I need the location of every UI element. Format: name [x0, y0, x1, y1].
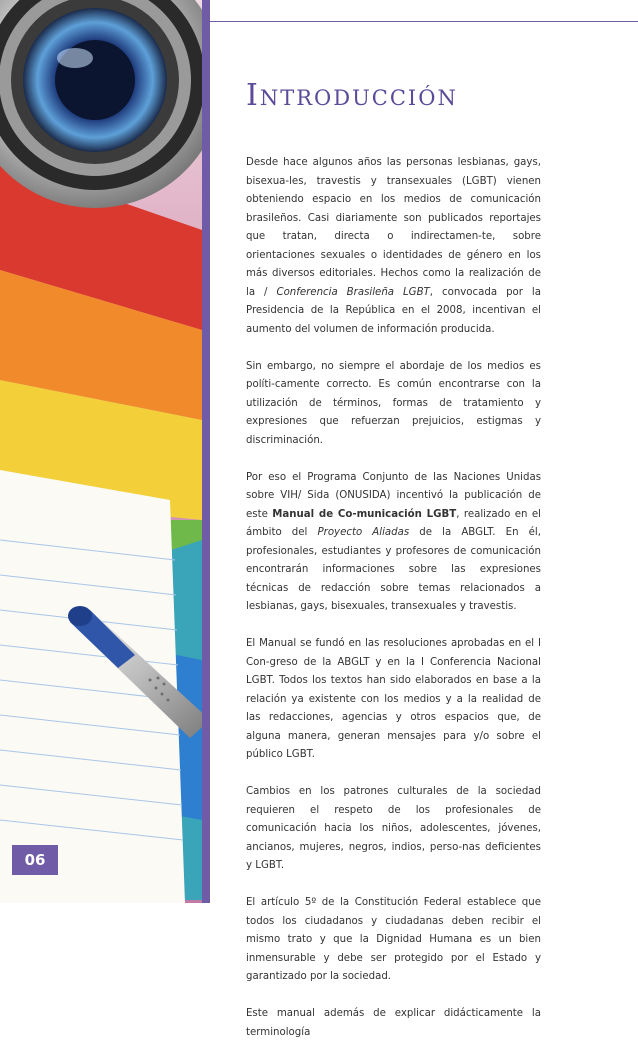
italic-text: Proyecto Aliadas	[317, 527, 410, 538]
paragraph-text: Este manual además de explicar didácticamente la terminología	[246, 1008, 541, 1038]
paragraph	[246, 1005, 541, 1042]
paragraph	[246, 469, 541, 617]
paragraph	[246, 154, 541, 339]
bold-text: Manual de Co-municación LGBT	[272, 508, 457, 520]
paragraph-text: , realizado en el ámbito del	[246, 508, 542, 538]
paragraph-text: , convocada por la Presidencia de la República en el 2008, incentivan el aumento del volumen de información producida.	[246, 286, 541, 335]
paragraph-text: Por eso el Programa Conjunto de las Naciones Unidas sobre VIH/ Sida (ONUSIDA) incentivó la publicación de este	[246, 471, 541, 520]
paragraph-text: El Manual se fundó en las resoluciones aprobadas en el I Con-greso de la ABGLT y en la I Conferencia Nacional LGBT. Todos los textos han sido elaborados en base a la relación ya existente con los medios y a la realidad de las redacciones, agencias y otros espacios que, de alguna manera, generan mensajes para y/o sobre el público LGBT.	[246, 638, 541, 760]
body-text	[246, 154, 541, 1061]
paragraph-text: de la ABGLT. En él, profesionales, estudiantes y profesores de comunicación encontrarán informaciones sobre las expresiones técnicas de redacción sobre temas relacionados a lesbianas, gays, bisexuales, transexuales y travestis.	[246, 527, 541, 612]
page-number-badge: 06	[12, 845, 58, 875]
camera-lens-notepad-pen-icon	[0, 0, 202, 903]
accent-stripe	[202, 0, 210, 903]
cover-photo	[0, 0, 202, 903]
paragraph	[246, 783, 541, 876]
paragraph-text: Sin embargo, no siempre el abordaje de los medios es políti-camente correcto. Es común encontrarse con la utilización de términos, formas de tratamiento y expresiones que refuerzan prejuicios, estigmas y discriminación.	[246, 360, 541, 446]
paragraph-text: Cambios en los patrones culturales de la sociedad requieren el respeto de los profesionales de comunicación hacia los niños, adolescentes, jóvenes, ancianos, mujeres, negros, indios, perso-nas deficientes y LGBT.	[246, 786, 541, 871]
header-rule	[210, 21, 638, 22]
paragraph	[246, 894, 541, 987]
italic-text: Conferencia Brasileña LGBT	[276, 286, 430, 298]
page-title: Introducción	[246, 78, 458, 113]
paragraph-text: El artículo 5º de la Constitución Federal establece que todos los ciudadanos y ciudadanas deben recibir el mismo trato y que la Dignidad Humana es un bien inmensurable y debe ser protegido por el Estado y garantizado por la sociedad.	[246, 897, 541, 982]
paragraph-text: Desde hace algunos años las personas lesbianas, gays, bisexua-les, travestis y transexuales (LGBT) vienen obteniendo espacio en los medios de comunicación brasileños. Casi diariamente son publicados reportajes que tratan, directa o indirectamen-te, sobre orientaciones sexuales o identidades de género en los más diversos editoriales. Hechos como la realización de la /	[246, 157, 541, 298]
paragraph	[246, 358, 541, 451]
paragraph	[246, 635, 541, 765]
